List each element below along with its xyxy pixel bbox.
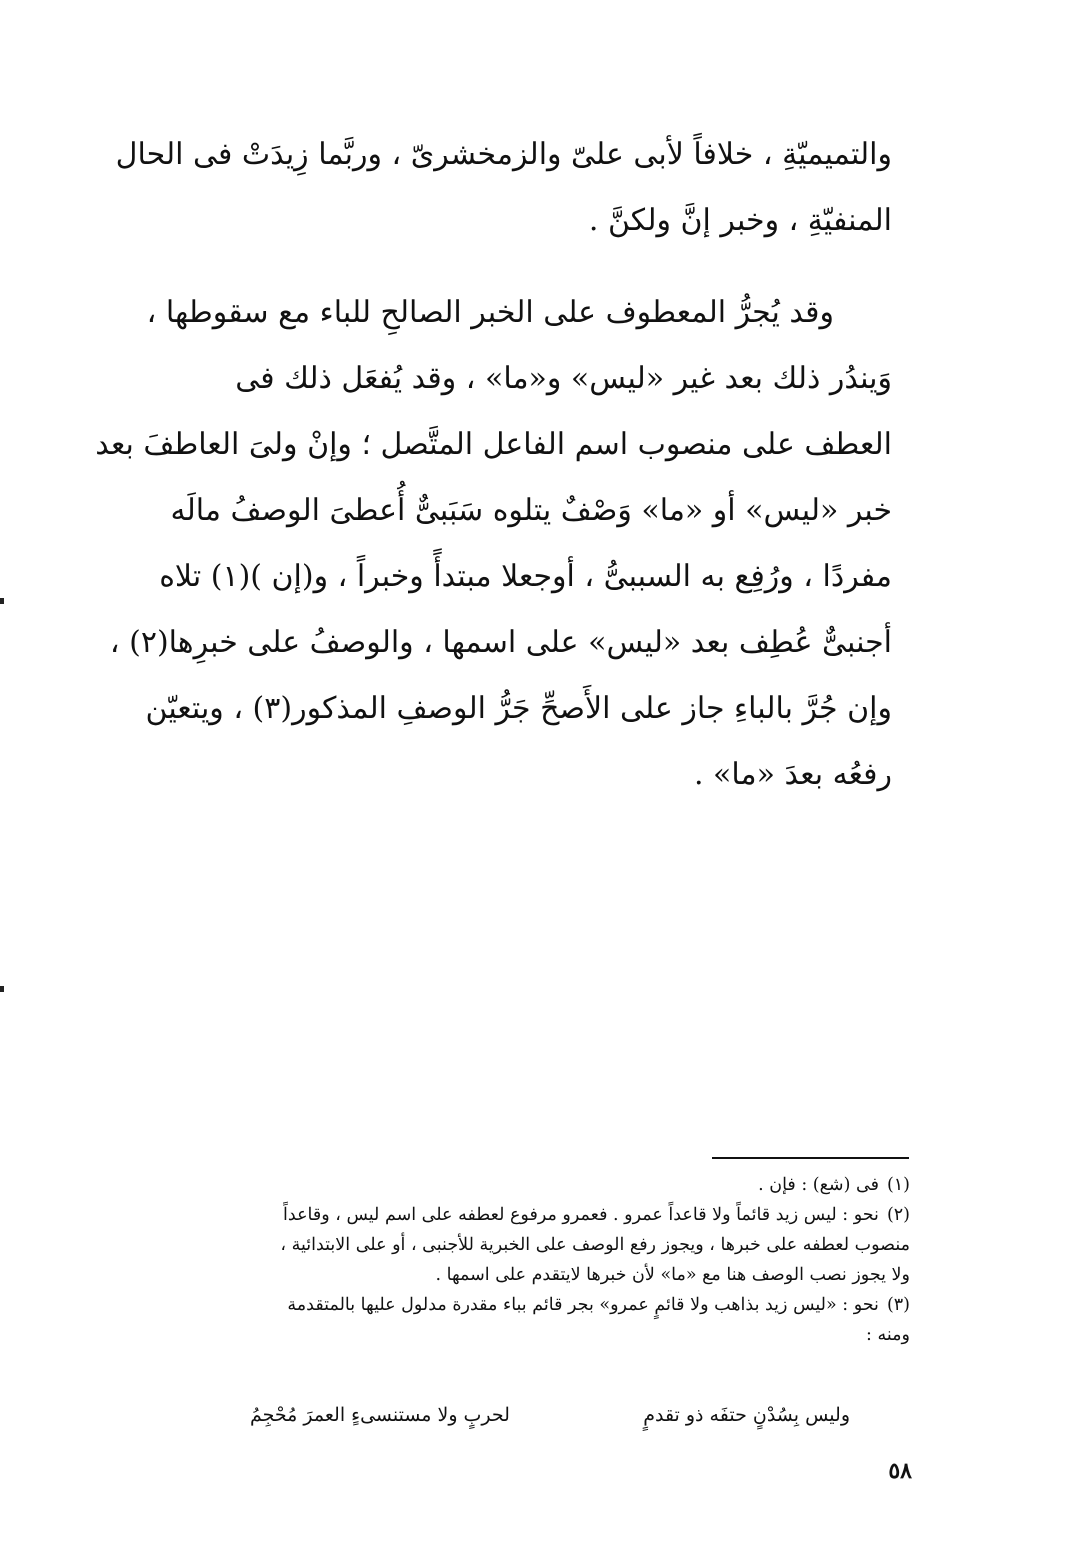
footnote-text: نحو : «ليس زيد بذاهب ولا قائمٍ عمرو» بجر قائم بباء مقدرة مدلول عليها بالمتقدمة: [287, 1295, 879, 1315]
footnote-text: فى (شع) : فإن .: [758, 1175, 879, 1195]
text-line: وقد يُجرُّ المعطوف على الخبر الصالحِ للباء مع سقوطها ،: [146, 295, 834, 330]
poetry-verse: [250, 1398, 850, 1432]
text-line: رفعُه بعدَ «ما» .: [693, 757, 892, 792]
footnote-number: (٢): [886, 1205, 910, 1225]
footnote-text-line: ولا يجوز نصب الوصف هنا مع «ما» لأن خبرها لايتقدم على اسمها .: [435, 1265, 910, 1285]
text-line: مفردًا ، ورُفِع به السببىُّ ، أوجعلا مبتدأً وخبراً ، و(إن )(١) تلاه: [159, 559, 892, 594]
footnotes-block: [168, 1170, 910, 1350]
scan-artifact: [0, 986, 4, 992]
text-line: العطف على منصوب اسم الفاعل المتَّصل ؛ وإنْ ولىَ العاطفَ بعد: [95, 427, 892, 462]
page-number: ٥٨: [888, 1458, 912, 1484]
footnote-text-line: منصوب لعطفه على خبرها ، ويجوز رفع الوصف على الخبرية للأجنبى ، أو على الابتدائية ،: [280, 1235, 910, 1255]
text-line: أجنبىٌّ عُطِف بعد «ليس» على اسمها ، والوصفُ على خبرِها(٢) ،: [109, 625, 892, 660]
paragraph-gap: [168, 254, 892, 280]
footnote-number: (٣): [886, 1295, 910, 1315]
footnote-text: نحو : ليس زيد قائماً ولا قاعداً عمرو . فعمرو مرفوع لعطفه على اسم ليس ، وقاعداً: [283, 1205, 879, 1225]
footnote-2: [168, 1200, 910, 1230]
main-text-block: [95, 122, 892, 808]
text-line: المنفيّةِ ، وخبر إنَّ ولكنَّ .: [588, 203, 892, 238]
text-line: وإن جُرَّ بالباءِ جاز على الأَصحِّ جَرُّ الوصفِ المذكور(٣) ، ويتعيّن: [145, 691, 892, 726]
verse-second-hemistich: لحربٍ ولا مستنسىءٍ العمرَ مُحْجِمُ: [250, 1404, 510, 1426]
footnote-number: (١): [886, 1175, 910, 1195]
text-line: وَيندُر ذلك بعد غير «ليس» و«ما» ، وقد يُفعَل ذلك فى: [235, 361, 892, 396]
footnote-1: [168, 1170, 910, 1200]
text-line: خبر «ليس» أو «ما» وَصْفٌ يتلوه سَبَبىٌّ أُعطىَ الوصفُ مالَه: [170, 493, 892, 528]
verse-first-hemistich: وليس بِسُدْنٍ حتفَه ذو تقدمٍ: [643, 1404, 850, 1426]
footnote-3: [168, 1290, 910, 1320]
footnote-text-line: ومنه :: [866, 1325, 910, 1345]
footnote-divider: [712, 1157, 909, 1159]
scan-artifact: [0, 598, 4, 604]
text-line: والتميميّةِ ، خلافاً لأبى علىّ والزمخشرىّ ، وربَّما زِيدَتْ فى الحال: [115, 137, 892, 172]
